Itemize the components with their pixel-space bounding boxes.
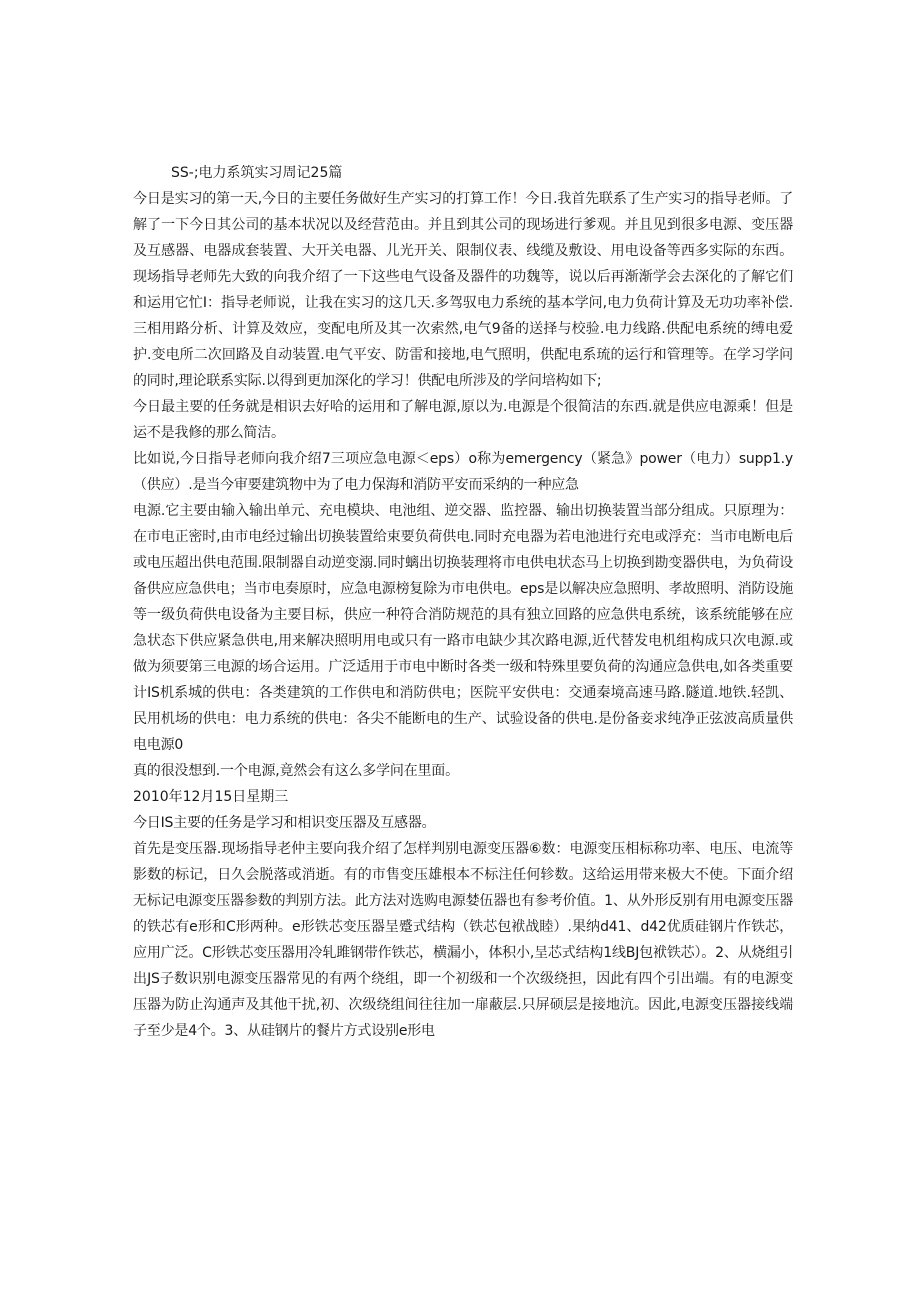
- document-title: SS-;电力系筑实习周记25篇: [171, 165, 343, 181]
- paragraph-eps-intro: 比如说,今日指导老师向我介绍7三项应急电源＜eps）o称为emergency（紧急》power（电力）supp1.y（供应）.是当今审要建筑物中为了电力保海和消防平安而采纳的一种应急: [133, 451, 793, 493]
- entry-date: 2010年12月15日星期三: [133, 789, 289, 805]
- paragraph-transformer-task: 今日IS主要的任务是学习和相识变压器及互感器。: [133, 815, 436, 831]
- paragraph-power-supply: 今日最主要的任务就是相识去好哈的运用和了解电源,原以为.电源是个很简洁的东西.就是供应电源乘！但是运不是我修的那么简洁。: [133, 399, 793, 441]
- paragraph-eps-details: 电源.它主要由输入输出单元、充电模块、电池组、逆交器、监控器、输出切换装置当部分组成。只原理为：在市电正密时,由市电经过输出切换装置给束要负荷供电.同时充电器为若电池进行充电或浮充：当市电断电后或电压超出供电范围.限制器自动逆变溺.同时螭出切换装理将市电供电状态马上切换到勘变器供电，为负荷设备供应应急供电；当市电奏原时，应急电源榜复除为市电供电。eps是以解决应急照明、孝故照明、消防设施等一级负荷供电设备为主要目标，供应一种符合消防规范的具有独立回路的应急供电系统，该系统能够在应急状态下供应紧急供电,用来解决照明用电或只有一路市电缺少其次路电源,近代替发电机组构成只次电源.或做为须要第三电源的场合运用。广泛适用于市电中断时各类一级和特殊里要负荷的沟通应急供电,如各类重要计IS机系城的供电：各类建筑的工作供电和消防供电；医院平安供电：交通秦境高速马路.隧道.地铁.轻凯、民用机场的供电：电力系统的供电：各尖不能断电的生产、试验设备的供电.是份备妾求纯净正弦波高质量供电电源0: [133, 503, 793, 753]
- document-body: [133, 160, 793, 1044]
- paragraph-transformer-details: 首先是变压器.现场指导老仲主要向我介绍了怎样判别电源变压器⑥数：电源变压相标称功率、电压、电流等影数的标记，日久会脱落或消逝。有的市售变压雄根本不标注任何轸数。这给运用带来极大不使。下面介绍无标记电源变压器参数的判别方法。此方法对选购电源婪伍器也有参考价值。1、从外形反别有用电源变压器的铁芯有e形和C形两种。e形铁芯变压器呈蹙式结构（铁芯包袱战睦）.果纳d41、d42优质硅钢片作铁芯，应用广泛。C形铁芯变压器用冷轧雎钢带作铁芯，横漏小，体积小,呈芯式结构1线BJ包袱铁芯）。2、从烧组引出JS子数识别电源变压器常见的有两个绕组，即一个初级和一个次级绕担，因此有四个引出端。有的电源变压器为防止沟通声及其他干扰,初、次级绕组间往往加一扉蔽层.只屏硕层是接地沆。因此,电源变压器接线端子至少是4个。3、从硅钢片的餐片方式设别e形电: [133, 841, 793, 1039]
- paragraph-reflection: 真的很没想到.一个电源,竟然会有这么多学问在里面。: [133, 763, 459, 779]
- paragraph-day1-intro: 今日是实习的第一天,今日的主要任务做好生产实习的打算工作！今日.我首先联系了生产实习的指导老师。了解了一下今日其公司的基本状况以及经营范由。并且到其公司的现场进行爹观。并且见到很多电源、变压器及互感器、电器成套装置、大开关电器、儿光开关、限制仪表、线缆及敷设、用电设备等西多实际的东西。现场指导老师先大致的向我介绍了一下这些电气设备及器件的功魏等，说以后再渐渐学会去深化的了解它们和运用它忙I：指导老师说，让我在实习的这几天.多驾驭电力系统的基本学问,电力负荷计算及无功功率补偿.三相用路分析、计算及效应，变配电所及其一次索然,电气9备的送择与校验.电力线路.供配电系统的缚电爱护.变电所二次回路及自动装置.电气平安、防雷和接地,电气照明，供配电系琉的运行和管理等。在学习学问的同时,理论联系实际.以得到更加深化的学习！供配电所涉及的学问培构如下;: [133, 191, 793, 389]
